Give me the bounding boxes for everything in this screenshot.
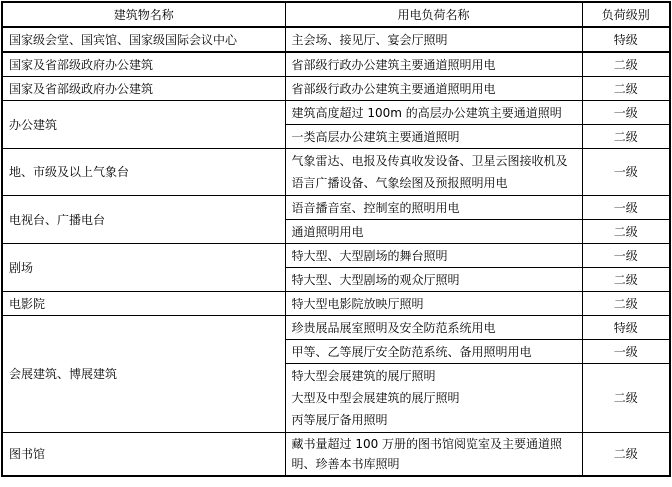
level-cell: 特级 [582, 316, 670, 340]
level-cell: 二级 [582, 77, 670, 101]
building-cell: 剧场 [2, 244, 285, 292]
load-line: 特大型会展建筑的展厅照明 [291, 369, 436, 383]
table-row [2, 77, 670, 101]
building-cell: 电视台、广播电台 [2, 196, 285, 244]
load-cell: 气象雷达、电报及传真收发设备、卫星云图接收机及语言广播设备、气象绘图及预报照明用电 [285, 149, 582, 196]
building-cell: 会展建筑、博展建筑 [2, 316, 285, 433]
load-cell: 特大型电影院放映厅照明 [285, 292, 582, 316]
table-row [2, 101, 670, 125]
table-row [2, 149, 670, 196]
table-row [2, 52, 670, 77]
load-cell: 省部级行政办公建筑主要通道照明用电 [285, 77, 582, 101]
level-cell: 二级 [582, 220, 670, 244]
level-cell: 特级 [582, 27, 670, 52]
table-row [2, 196, 670, 220]
load-classification-page [0, 1, 672, 487]
load-cell: 一类高层办公建筑主要通道照明 [285, 125, 582, 149]
level-cell: 二级 [582, 52, 670, 77]
level-cell: 一级 [582, 340, 670, 364]
col-header-load: 用电负荷名称 [285, 2, 582, 27]
building-cell: 国家及省部级政府办公建筑 [2, 52, 285, 77]
load-line: 大型及中型会展建筑的展厅照明 [291, 391, 460, 405]
level-cell: 二级 [582, 125, 670, 149]
col-header-building: 建筑物名称 [2, 2, 285, 27]
load-cell: 藏书量超过 100 万册的图书馆阅览室及主要通道照明、珍善本书库照明 [285, 433, 582, 477]
table-row [2, 292, 670, 316]
load-cell: 语音播音室、控制室的照明用电 [285, 196, 582, 220]
level-cell: 一级 [582, 149, 670, 196]
level-cell: 一级 [582, 196, 670, 220]
level-cell: 二级 [582, 364, 670, 433]
level-cell: 二级 [582, 268, 670, 292]
building-cell: 地、市级及以上气象台 [2, 149, 285, 196]
table-row [2, 244, 670, 268]
load-cell: 特大型、大型剧场的观众厅照明 [285, 268, 582, 292]
col-header-level: 负荷级别 [582, 2, 670, 27]
building-cell: 国家及省部级政府办公建筑 [2, 77, 285, 101]
load-cell: 省部级行政办公建筑主要通道照明用电 [285, 52, 582, 77]
level-cell: 一级 [582, 244, 670, 268]
building-cell: 电影院 [2, 292, 285, 316]
level-cell: 二级 [582, 292, 670, 316]
load-classification-table [1, 1, 671, 477]
load-cell [285, 364, 582, 433]
load-cell: 主会场、接见厅、宴会厅照明 [285, 27, 582, 52]
table-row [2, 27, 670, 52]
table-row [2, 433, 670, 477]
load-cell: 特大型、大型剧场的舞台照明 [285, 244, 582, 268]
building-cell: 图书馆 [2, 433, 285, 477]
table-row [2, 316, 670, 340]
building-cell: 办公建筑 [2, 101, 285, 149]
header-row [2, 2, 670, 27]
load-cell: 甲等、乙等展厅安全防范系统、备用照明用电 [285, 340, 582, 364]
load-cell: 通道照明用电 [285, 220, 582, 244]
building-cell: 国家级会堂、国宾馆、国家级国际会议中心 [2, 27, 285, 52]
level-cell: 一级 [582, 101, 670, 125]
load-cell: 建筑高度超过 100m 的高层办公建筑主要通道照明 [285, 101, 582, 125]
load-line: 丙等展厅备用照明 [291, 413, 388, 427]
load-cell: 珍贵展品展室照明及安全防范系统用电 [285, 316, 582, 340]
level-cell: 二级 [582, 433, 670, 477]
